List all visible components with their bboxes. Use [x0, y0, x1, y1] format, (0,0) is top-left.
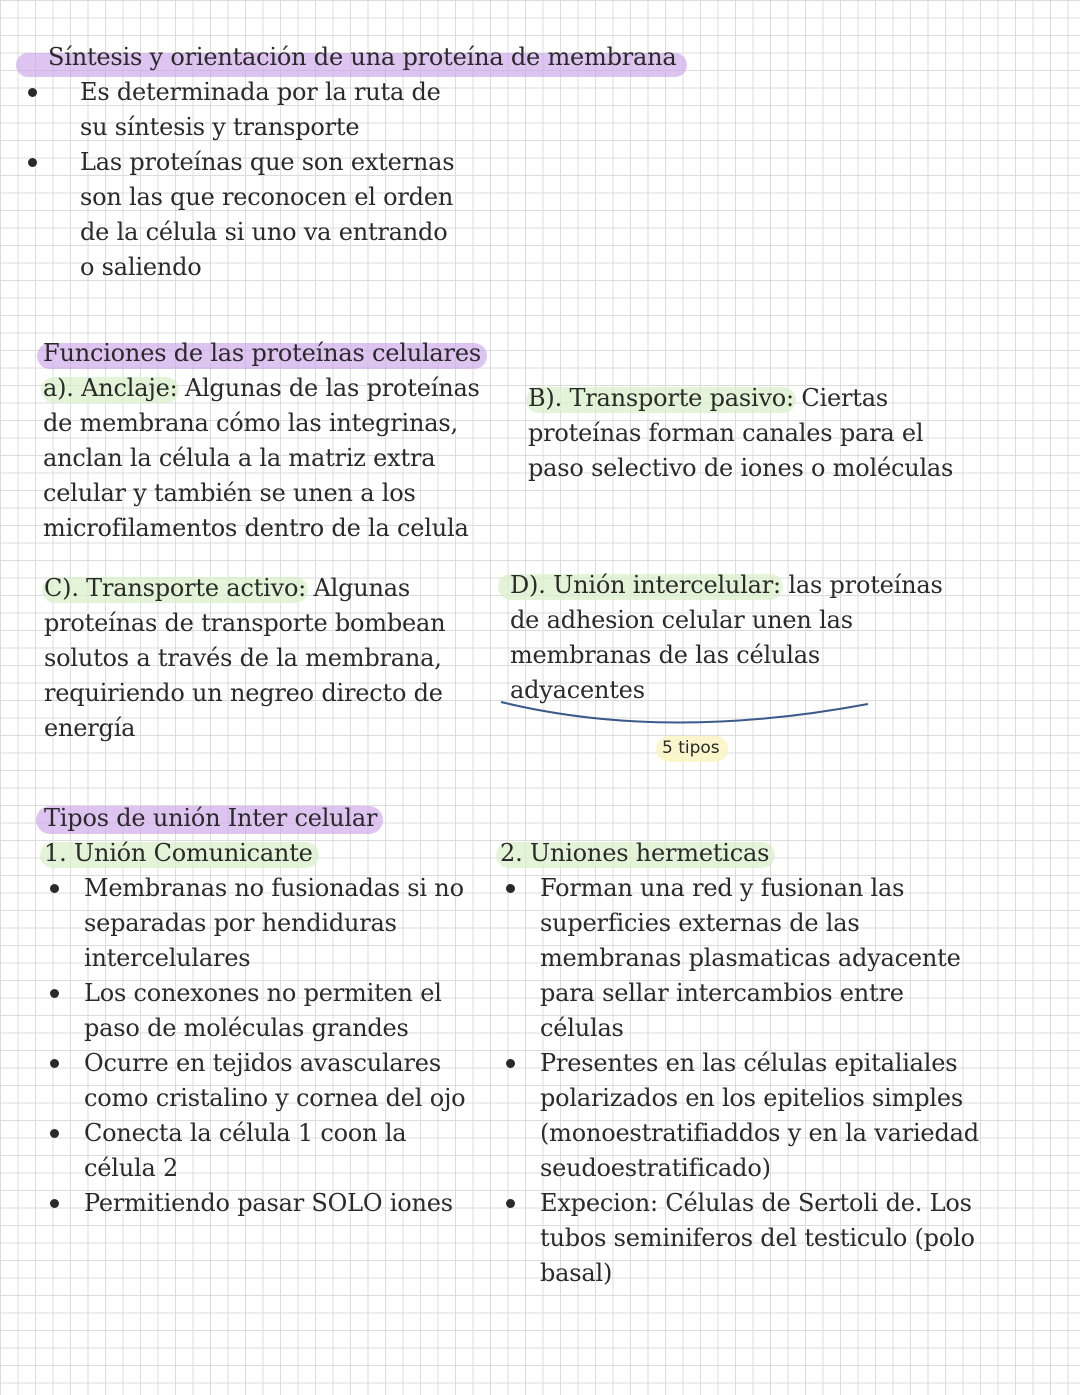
function-union-intercelular	[510, 568, 950, 708]
junction-col2	[500, 836, 980, 1291]
junction-col1-list	[44, 871, 484, 1221]
function-anclaje-label	[43, 371, 177, 406]
function-pasivo-label-text: B). Transporte pasivo:	[528, 384, 794, 412]
section-functions-title	[43, 336, 481, 371]
junction-col2-bullet: Expecion: Células de Sertoli de. Los tubos seminiferos del testiculo (polo basal)	[500, 1186, 980, 1291]
section-functions	[43, 336, 493, 546]
synthesis-bullet: Las proteínas que son externas son las que reconocen el orden de la célula si uno va entrando o saliendo	[22, 145, 462, 285]
synthesis-bullet-list	[22, 75, 462, 285]
section-synthesis	[22, 40, 682, 285]
junction-col1-heading	[44, 836, 313, 871]
brace-curve	[495, 690, 875, 740]
function-activo-label-text: C). Transporte activo:	[44, 574, 307, 602]
junction-col1-bullet: Permitiendo pasar SOLO iones	[44, 1186, 484, 1221]
junction-col1-heading-text: 1. Unión Comunicante	[44, 839, 313, 867]
section-junction-types	[44, 801, 484, 1221]
function-anclaje-label-text: a). Anclaje:	[43, 374, 178, 402]
function-anclaje	[43, 371, 493, 546]
junction-col1-bullet: Los conexones no permiten el paso de moléculas grandes	[44, 976, 484, 1046]
function-transporte-activo	[44, 571, 464, 746]
function-union-label-text: D). Unión intercelular:	[510, 571, 781, 599]
junction-col1-bullet: Conecta la célula 1 coon la célula 2	[44, 1116, 484, 1186]
junction-col2-bullet: Forman una red y fusionan las superficies externas de las membranas plasmaticas adyacente para sellar intercambios entre células	[500, 871, 980, 1046]
function-union-label	[510, 568, 781, 603]
section-synthesis-title	[22, 40, 677, 75]
function-union-text: las proteínas de adhesion celular unen las membranas de las células adyacentes	[510, 571, 943, 704]
junction-col2-bullet: Presentes en las células epitaliales polarizados en los epitelios simples (monoestratifiaddos y en la variedad seudoestratificado)	[500, 1046, 980, 1186]
section-functions-title-text: Funciones de las proteínas celulares	[43, 339, 481, 367]
function-activo-text: Algunas proteínas de transporte bombean solutos a través de la membrana, requiriendo un negreo directo de energía	[44, 574, 446, 742]
function-anclaje-text: Algunas de las proteínas de membrana cómo las integrinas, anclan la célula a la matriz extra celular y también se unen a los microfilamentos dentro de la celula	[43, 374, 480, 542]
junction-col2-heading-text: 2. Uniones hermeticas	[500, 839, 770, 867]
section-synthesis-title-text: Síntesis y orientación de una proteína de membrana	[48, 43, 677, 71]
junction-col1-bullet: Membranas no fusionadas si no separadas por hendiduras intercelulares	[44, 871, 484, 976]
types-note-text: 5 tipos	[662, 738, 720, 758]
junction-col1-bullet: Ocurre en tejidos avasculares como cristalino y cornea del ojo	[44, 1046, 484, 1116]
synthesis-bullet: Es determinada por la ruta de su síntesis y transporte	[22, 75, 462, 145]
section-junction-title	[44, 801, 377, 836]
function-pasivo-label	[528, 381, 794, 416]
types-note	[662, 738, 720, 758]
function-pasivo-text: Ciertas proteínas forman canales para el paso selectivo de iones o moléculas	[528, 384, 954, 482]
function-activo-label	[44, 571, 306, 606]
junction-col2-heading	[500, 836, 769, 871]
function-transporte-pasivo	[528, 381, 958, 486]
section-junction-title-text: Tipos de unión Inter celular	[44, 804, 378, 832]
junction-col2-list	[500, 871, 980, 1291]
